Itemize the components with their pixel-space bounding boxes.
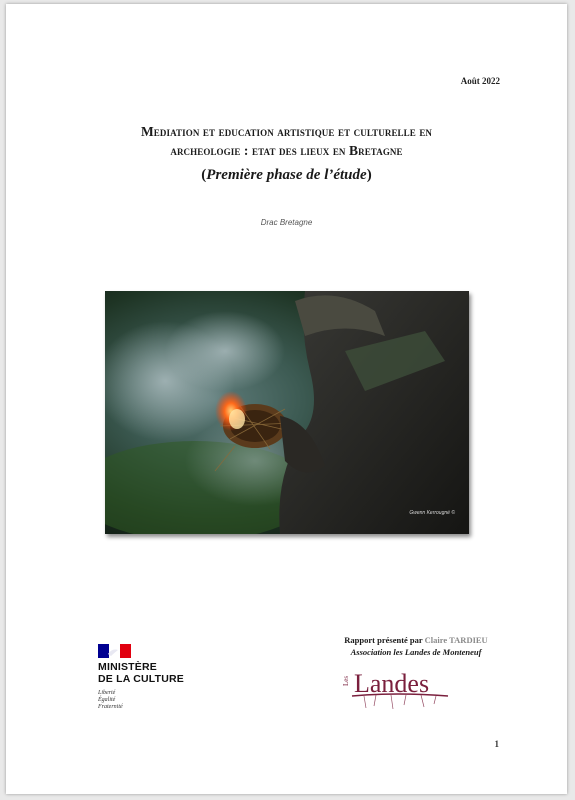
ministry-logo (88, 638, 193, 720)
ministry-name (98, 661, 184, 685)
ministry-name-line-1: MINISTÈRE (98, 661, 157, 673)
author-line: Drac Bretagne (260, 218, 313, 227)
landes-logo-text: Landes (354, 669, 430, 698)
document-title (66, 122, 507, 160)
report-prefix: Rapport présenté par (344, 635, 425, 645)
french-flag-icon (98, 644, 131, 658)
subtitle-close-paren: ) (366, 167, 372, 183)
page-number: 1 (494, 739, 499, 749)
motto-liberte: Liberté (98, 690, 116, 696)
subtitle-open-paren: ( (201, 167, 207, 183)
ministry-name-line-2: DE LA CULTURE (98, 673, 185, 685)
subtitle-text: Première phase de l’étude (206, 167, 367, 183)
ministry-motto (98, 690, 123, 711)
title-line-2: archeologie : etat des lieux en Bretagne (170, 143, 403, 158)
document-subtitle (66, 167, 507, 184)
report-association: Association les Landes de Monteneuf (350, 647, 482, 657)
report-author-name: Claire TARDIEU (424, 635, 488, 645)
landes-logo-small: Les (342, 675, 350, 686)
motto-fraternite: Fraternité (98, 704, 123, 710)
report-credit (306, 634, 526, 658)
motto-egalite: Égalité (98, 697, 116, 703)
cover-photo (105, 291, 469, 534)
title-line-1: Mediation et education artistique et culturelle en (140, 124, 433, 139)
document-page (6, 4, 567, 794)
report-date: Août 2022 (460, 76, 500, 86)
photo-credit: Gwenn Kerrougné © (409, 510, 455, 516)
landes-logo (336, 662, 456, 712)
fire-photo-illustration (105, 291, 469, 534)
report-presenter (306, 634, 526, 646)
